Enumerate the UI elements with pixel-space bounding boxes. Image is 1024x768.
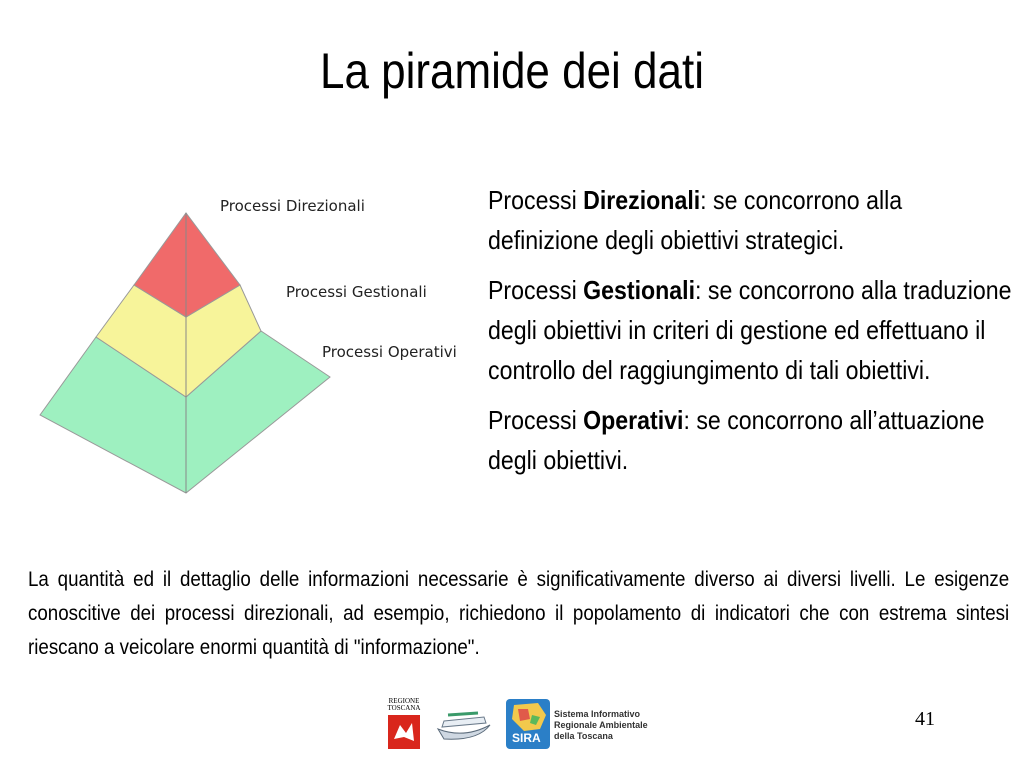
sira-short-label: SIRA xyxy=(512,731,541,745)
sira-line-1: Sistema Informativo xyxy=(554,709,641,719)
pyramid-label-direzionali: Processi Direzionali xyxy=(220,197,365,215)
svg-text:REGIONE: REGIONE xyxy=(388,697,420,705)
body-paragraph: La quantità ed il dettaglio delle informazioni necessarie è significativamente diverso ai diversi livelli. Le esigenze conoscitive dei processi direzionali, ad esempio, richiedono il popolamento di indicatori che con estrema sintesi riescano a veicolare enormi quantità di "informazione". xyxy=(28,568,1010,659)
sira-line-3: della Toscana xyxy=(554,731,613,741)
page-number: 41 xyxy=(915,708,935,730)
ship-logo xyxy=(434,705,494,745)
sira-line-2: Regionale Ambientale xyxy=(554,720,648,730)
pyramid-label-operativi: Processi Operativi xyxy=(322,343,457,361)
slide-title: La piramide dei dati xyxy=(319,43,705,99)
svg-text:TOSCANA: TOSCANA xyxy=(387,704,421,712)
pyramid-label-gestionali: Processi Gestionali xyxy=(286,283,427,301)
description-gestionali: Processi Gestionali: se concorrono alla traduzione degli obiettivi in criteri di gestione ed effettuano il controllo del raggiungimento di tali obiettivi. xyxy=(488,275,1012,385)
description-direzionali: Processi Direzionali: se concorrono alla definizione degli obiettivi strategici. xyxy=(488,185,903,255)
sira-text xyxy=(554,709,648,742)
description-operativi: Processi Operativi: se concorrono all’attuazione degli obiettivi. xyxy=(488,405,985,475)
regione-toscana-logo xyxy=(380,695,428,753)
data-pyramid xyxy=(30,175,480,510)
process-descriptions xyxy=(488,180,1012,490)
